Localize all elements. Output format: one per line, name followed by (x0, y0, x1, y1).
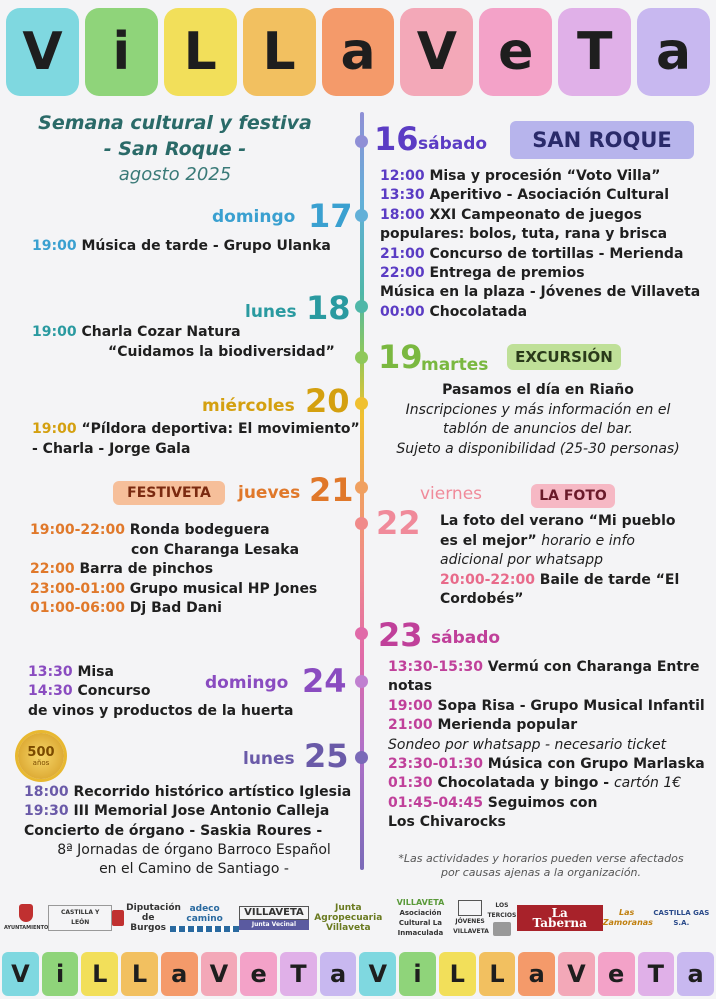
day-17-event: 19:00 Música de tarde - Grupo Ulanka (32, 238, 331, 254)
logo-la-taberna: La Taberna (517, 905, 603, 931)
timeline-dot-23 (355, 627, 368, 640)
header-title-tiles (6, 8, 710, 96)
header-tile: e (479, 8, 552, 96)
schedule-row: 23:30-01:30 Música con Grupo Marlaska (388, 756, 705, 772)
timeline-dot-19 (355, 351, 368, 364)
day-22-line-2: es el mejor” horario e info (440, 533, 635, 549)
schedule-row: con Charanga Lesaka (131, 541, 300, 558)
day-24-number: 24 (302, 662, 347, 700)
logo-villaveta-junta: VILLAVETA Junta Vecinal (239, 906, 309, 930)
timeline-dot-22 (355, 517, 368, 530)
500-years-seal: 500 años (18, 733, 64, 779)
day-24-event-2: 14:30 Concurso (28, 683, 151, 699)
footer-tile: V (201, 952, 238, 996)
day-24-name: domingo (205, 673, 289, 693)
schedule-row: Música en la plaza - Jóvenes de Villaveta (380, 284, 701, 301)
day-22-line-3: adicional por whatsapp (440, 552, 603, 568)
header-tile: L (164, 8, 237, 96)
header-tile: a (637, 8, 710, 96)
schedule-row: 12:00 Misa y procesión “Voto Villa” (380, 168, 661, 184)
day-21-name: jueves (238, 483, 301, 503)
disclaimer-line-2: por causas ajenas a la organización. (440, 866, 642, 879)
day-18-event: 19:00 Charla Cozar Natura (32, 324, 241, 340)
festiveta-badge: FESTIVETA (113, 481, 225, 505)
day-19-line-2: Inscripciones y más información en el (405, 402, 671, 418)
footer-tile: V (2, 952, 39, 996)
day-21-number: 21 (309, 471, 354, 509)
day-16-name: sábado (418, 134, 488, 154)
la-foto-badge: LA FOTO (531, 484, 615, 508)
logo-ayuntamiento: AYUNTAMIENTO (4, 904, 48, 933)
timeline-dot-16 (355, 135, 368, 148)
header-tile: V (6, 8, 79, 96)
schedule-row: notas (388, 678, 433, 695)
excursion-badge: EXCURSIÓN (507, 344, 621, 370)
timeline-dot-21 (355, 481, 368, 494)
footer-tile: a (677, 952, 714, 996)
header-tile: V (400, 8, 473, 96)
footer-tile: i (399, 952, 436, 996)
schedule-row: 23:00-01:00 Grupo musical HP Jones (30, 580, 318, 597)
timeline-dot-17 (355, 209, 368, 222)
schedule-row: 19:00 Sopa Risa - Grupo Musical Infantil (388, 697, 705, 714)
footer-tile: T (280, 952, 317, 996)
logo-adeco-camino: adeco camino (170, 904, 239, 932)
day-23-number: 23 (378, 616, 423, 654)
timeline-dot-18 (355, 300, 368, 313)
schedule-row: 01:00-06:00 Dj Bad Dani (30, 600, 222, 616)
day-22-name: viernes (420, 484, 483, 504)
timeline-dot-25 (355, 751, 368, 764)
footer-tile: a (518, 952, 555, 996)
day-18-name: lunes (245, 302, 297, 322)
day-25-event-4: 8ª Jornadas de órgano Barroco Español (57, 842, 331, 858)
schedule-row: 21:00 Merienda popular (388, 717, 578, 734)
day-25-name: lunes (243, 749, 295, 769)
footer-tile: L (439, 952, 476, 996)
subtitle-line-2: - San Roque - (103, 138, 247, 160)
day-20-event: 19:00 “Píldora deportiva: El movimiento” (32, 421, 360, 437)
schedule-row: 00:00 Chocolatada (380, 303, 528, 320)
logo-diputacion: Diputación de Burgos (112, 903, 170, 933)
footer-tile: i (42, 952, 79, 996)
schedule-row: 13:30-15:30 Vermú con Charanga Entre (388, 659, 700, 675)
schedule-row: 22:00 Barra de pinchos (30, 561, 214, 577)
footer-tiles (2, 952, 714, 996)
day-25-number: 25 (304, 737, 349, 775)
schedule-row: 19:00-22:00 Ronda bodeguera (30, 522, 270, 538)
logo-castilla-gas: CASTILLA GAS S.A. (653, 909, 710, 927)
day-19-line-1: Pasamos el día en Riaño (442, 382, 634, 398)
timeline-dot-24 (355, 675, 368, 688)
footer-tile: L (479, 952, 516, 996)
day-18-number: 18 (306, 289, 351, 327)
day-19-name: martes (421, 355, 489, 375)
day-20-number: 20 (305, 382, 350, 420)
schedule-row: 18:00 XXI Campeonato de juegos (380, 206, 642, 223)
footer-tile: a (161, 952, 198, 996)
footer-tile: V (558, 952, 595, 996)
footer-tile: L (121, 952, 158, 996)
header-tile: i (85, 8, 158, 96)
day-19-number: 19 (378, 338, 423, 376)
day-24-event-2-cont: de vinos y productos de la huerta (28, 703, 294, 719)
logo-junta-agropecuaria: Junta Agropecuaria Villaveta (314, 903, 383, 933)
schedule-row: Los Chivarocks (388, 814, 506, 831)
day-20-name: miércoles (202, 396, 295, 416)
day-22-number: 22 (376, 504, 421, 542)
header-tile: T (558, 8, 631, 96)
schedule-row: Sondeo por whatsapp - necesario ticket (388, 736, 667, 753)
schedule-row: 01:30 Chocolatada y bingo - cartón 1€ (388, 775, 682, 792)
logo-las-zamoranas: Las Zamoranas (602, 908, 653, 927)
day-18-event-subtitle: “Cuidamos la biodiversidad” (108, 344, 335, 360)
logo-jovenes-villaveta: JÓVENES VILLAVETA (453, 900, 487, 937)
subtitle-line-1: Semana cultural y festiva (38, 112, 312, 134)
schedule-row: populares: bolos, tuta, rana y brisca (380, 226, 668, 243)
day-20-event-subtitle: - Charla - Jorge Gala (32, 441, 191, 457)
day-19-line-3: tablón de anuncios del bar. (442, 421, 633, 437)
header-tile: L (243, 8, 316, 96)
day-22-line-5: Cordobés” (440, 591, 524, 607)
schedule-row: 01:45-04:45 Seguimos con (388, 794, 598, 811)
timeline-dot-20 (355, 397, 368, 410)
day-17-name: domingo (212, 207, 296, 227)
day-24-event-1: 13:30 Misa (28, 664, 114, 680)
footer-tile: V (359, 952, 396, 996)
schedule-row: 13:30 Aperitivo - Asociación Cultural (380, 187, 670, 204)
footer-tile: T (638, 952, 675, 996)
footer-tile: a (320, 952, 357, 996)
day-22-event: 20:00-22:00 Baile de tarde “El (440, 572, 680, 588)
logo-asociacion-cultural: VILLAVETA Asociación Cultural La Inmaculada (396, 898, 445, 937)
subtitle-line-3: agosto 2025 (118, 164, 232, 185)
day-22-line-1: La foto del verano “Mi pueblo (440, 513, 676, 529)
day-25-event-1: 18:00 Recorrido histórico artístico Iglesia (24, 784, 352, 800)
footer-tile: e (240, 952, 277, 996)
day-19-line-4: Sujeto a disponibilidad (25-30 personas) (396, 441, 680, 457)
footer-tile: e (598, 952, 635, 996)
day-25-event-3: Concierto de órgano - Saskia Roures - (24, 823, 323, 839)
day-23-name: sábado (431, 628, 501, 648)
day-25-event-5: en el Camino de Santiago - (99, 861, 289, 877)
logo-castilla-leon: CASTILLA Y LEÓN (48, 905, 112, 931)
schedule-row: 21:00 Concurso de tortillas - Merienda (380, 245, 684, 262)
schedule-row: 22:00 Entrega de premios (380, 265, 585, 281)
header-tile: a (322, 8, 395, 96)
day-16-number: 16 (374, 120, 419, 158)
logo-los-tercios: LOS TERCIOS (487, 901, 517, 936)
san-roque-badge: SAN ROQUE (510, 121, 694, 159)
day-17-number: 17 (308, 197, 353, 235)
disclaimer-line-1: *Las actividades y horarios pueden verse afectados (398, 852, 684, 865)
sponsor-logos (0, 895, 716, 941)
footer-tile: L (81, 952, 118, 996)
day-25-event-2: 19:30 III Memorial Jose Antonio Calleja (24, 803, 330, 819)
